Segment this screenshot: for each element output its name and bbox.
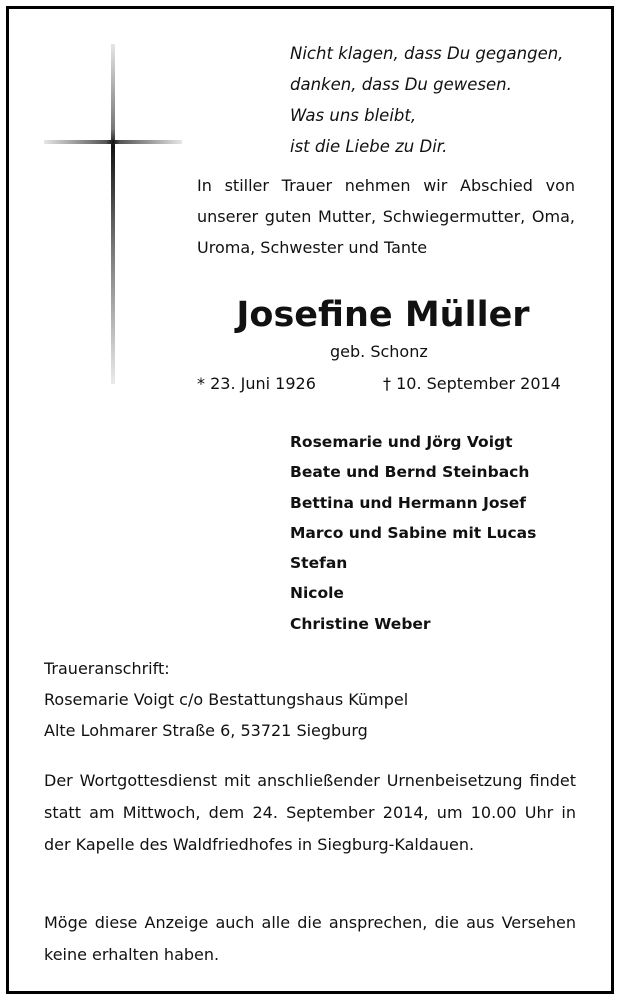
birth-date: * 23. Juni 1926 xyxy=(197,374,316,393)
cross-vertical-bar xyxy=(111,44,115,384)
mourner-item: Beate und Bernd Steinbach xyxy=(290,463,530,482)
mourners-list xyxy=(290,427,590,639)
mourner-item: Stefan xyxy=(290,554,348,573)
mourner-item: Bettina und Hermann Josef xyxy=(290,493,527,512)
poem-line: Was uns bleibt, xyxy=(290,106,417,125)
cross-horizontal-bar xyxy=(44,140,182,144)
mourner-item: Marco und Sabine mit Lucas xyxy=(290,523,537,542)
address-line: Alte Lohmarer Straße 6, 53721 Siegburg xyxy=(44,721,368,740)
death-date: † 10. September 2014 xyxy=(383,374,561,393)
mourner-item: Rosemarie und Jörg Voigt xyxy=(290,433,513,451)
maiden-name: geb. Schonz xyxy=(330,342,428,361)
poem xyxy=(290,38,590,162)
address-line: Rosemarie Voigt c/o Bestattungshaus Kümpel xyxy=(44,690,409,709)
poem-line: danken, dass Du gewesen. xyxy=(290,75,512,94)
intro-text: In stiller Trauer nehmen wir Abschied von unserer guten Mutter, Schwiegermutter, Oma, Uroma, Schwester und Tante xyxy=(197,176,575,257)
poem-line: ist die Liebe zu Dir. xyxy=(290,137,448,156)
address-label: Traueranschrift: xyxy=(44,659,170,678)
closing-note: Möge diese Anzeige auch alle die ansprechen, die aus Versehen keine erhalten haben. xyxy=(44,913,576,964)
service-info: Der Wortgottesdienst mit anschließender Urnenbeisetzung findet statt am Mittwoch, dem 24. September 2014, um 10.00 Uhr in der Kapelle des Waldfriedhofes in Siegburg-Kaldauen. xyxy=(44,771,576,854)
mourner-item: Christine Weber xyxy=(290,614,431,633)
poem-line: Nicht klagen, dass Du gegangen, xyxy=(290,44,564,63)
mourner-item: Nicole xyxy=(290,584,344,603)
deceased-name: Josefine Müller xyxy=(236,295,530,335)
mourning-address xyxy=(44,653,584,746)
